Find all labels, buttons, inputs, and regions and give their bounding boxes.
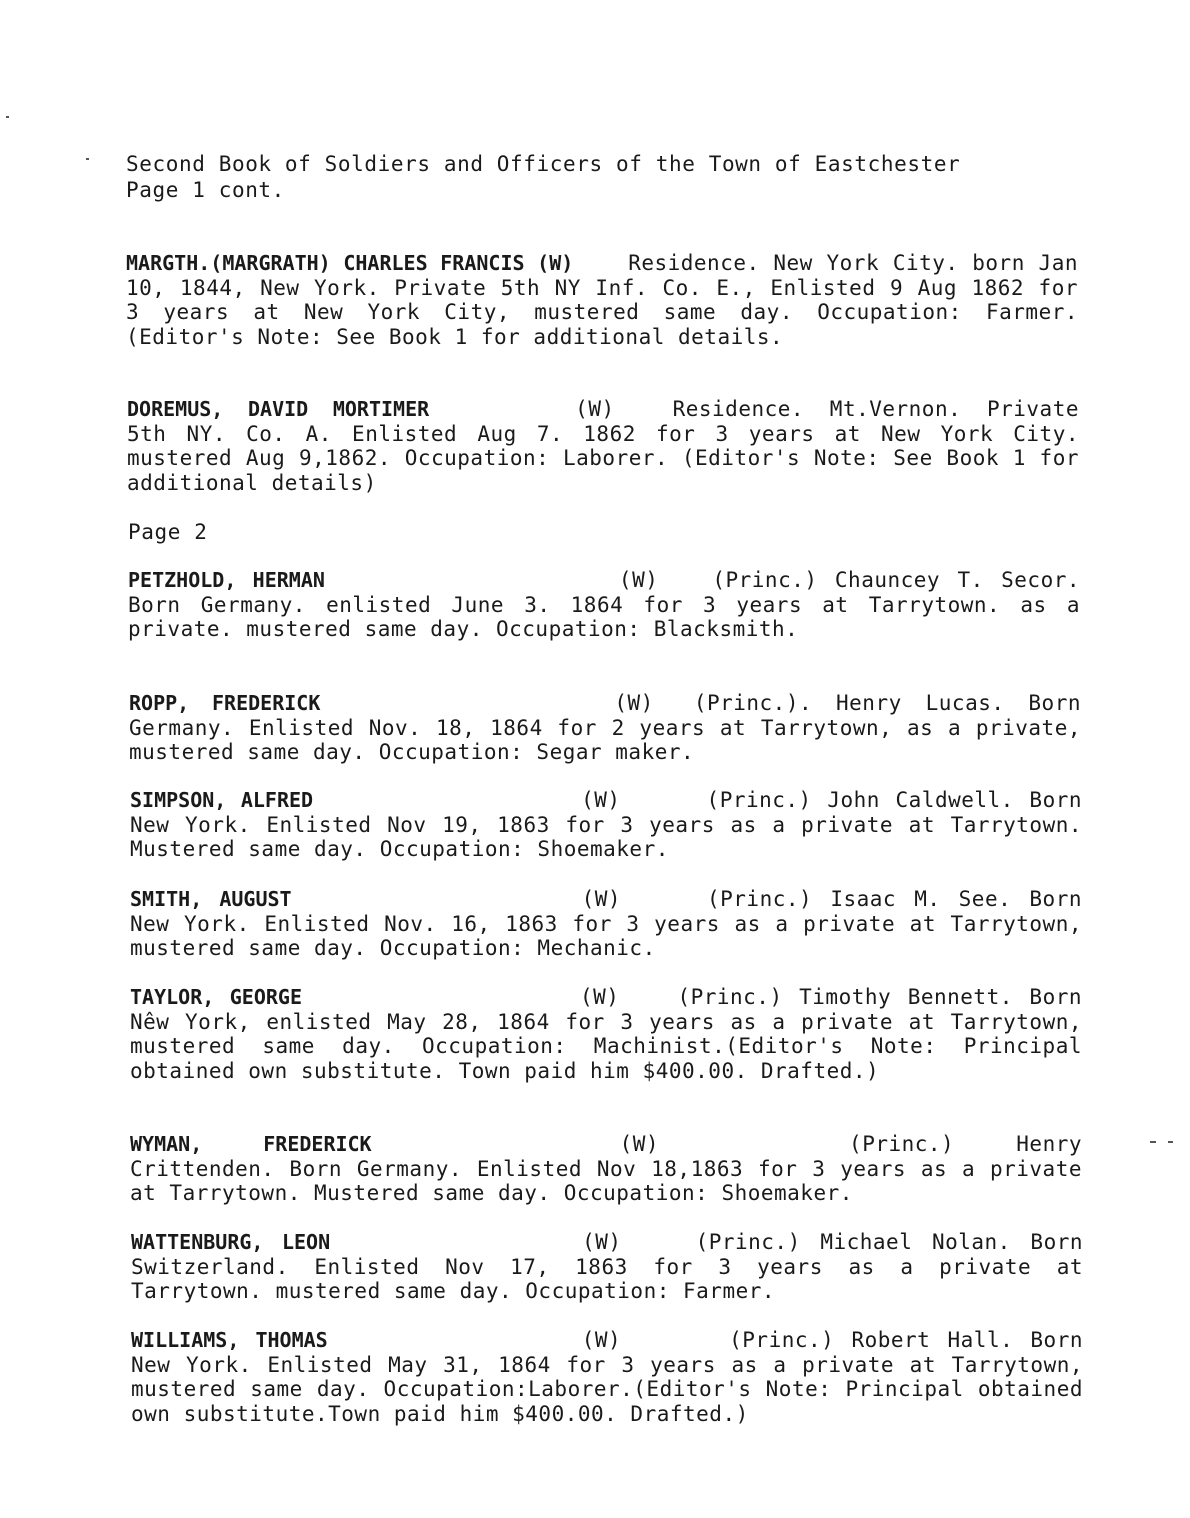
page-number: Page 2 — [128, 520, 208, 544]
soldier-details: (Princ.) Michael Nolan. Born Switzerland. Enlisted Nov 17, 1863 for 3 years as a private at Tarrytown. mustered same day. Occupation: Farmer. — [131, 1230, 1084, 1304]
soldier-details: (Princ.) Henry Crittenden. Born Germany. Enlisted Nov 18,1863 for 3 years as a private at Tarrytown. Mustered same day. Occupation: Shoemaker. — [130, 1132, 1082, 1206]
soldier-entry — [130, 1132, 1082, 1206]
soldier-details: Residence. Mt.Vernon. Private 5th NY. Co. A. Enlisted Aug 7. 1862 for 3 years at New York City. mustered Aug 9,1862. Occupation: Laborer. (Editor's Note: See Book 1 for additional details) — [127, 397, 1079, 495]
soldier-tag: (W) — [581, 1328, 622, 1352]
soldier-details: (Princ.) Isaac M. See. Born New York. Enlisted Nov. 16, 1863 for 3 years as a private at Tarrytown, mustered same day. Occupation: Mechanic. — [130, 887, 1082, 961]
soldier-details: (Princ.) Timothy Bennett. Born Nêw York, enlisted May 28, 1864 for 3 years as a private at Tarrytown, mustered same day. Occupation: Machinist.(Editor's Note: Principal obtained own substitute. Town paid him $400.00. Drafted.) — [130, 985, 1082, 1083]
soldier-details: (Princ.). Henry Lucas. Born Germany. Enlisted Nov. 18, 1864 for 2 years at Tarrytown, as a private, mustered same day. Occupation: Segar maker. — [129, 691, 1081, 765]
soldier-entry — [129, 691, 1081, 765]
scan-speck — [1150, 1141, 1156, 1143]
soldier-entry — [127, 397, 1079, 495]
soldier-name: WYMAN, FREDERICK — [130, 1132, 372, 1156]
soldier-name: SIMPSON, ALFRED — [130, 788, 314, 812]
soldier-tag: (W) — [618, 568, 659, 592]
soldier-name: PETZHOLD, HERMAN — [128, 568, 325, 592]
soldier-name: WILLIAMS, THOMAS — [131, 1328, 328, 1352]
soldier-details: (Princ.) John Caldwell. Born New York. Enlisted Nov 19, 1863 for 3 years as a private at Tarrytown. Mustered same day. Occupation: Shoemaker. — [130, 788, 1082, 862]
soldier-entry — [128, 568, 1080, 642]
soldier-entry — [131, 1230, 1083, 1304]
document-title: Second Book of Soldiers and Officers of the Town of Eastchester — [126, 152, 961, 176]
soldier-tag: (W) — [581, 788, 621, 812]
soldier-details: (Princ.) Robert Hall. Born New York. Enlisted May 31, 1864 for 3 years as a private at Tarrytown, mustered same day. Occupation:Laborer.(Editor's Note: Principal obtained own substitute.Town paid him $400.00. Drafted.) — [131, 1328, 1083, 1426]
soldier-tag: (W) — [580, 985, 620, 1009]
soldier-name: DOREMUS, DAVID MORTIMER — [127, 397, 430, 421]
scan-speck — [86, 158, 89, 160]
soldier-name: TAYLOR, GEORGE — [130, 985, 302, 1009]
soldier-entry — [126, 251, 1078, 349]
soldier-entry — [130, 788, 1082, 862]
soldier-tag: (W) — [619, 1132, 660, 1156]
soldier-name: WATTENBURG, LEON — [131, 1230, 331, 1254]
soldier-tag: (W) — [575, 397, 615, 421]
soldier-entry — [130, 985, 1082, 1083]
soldier-entry — [131, 1328, 1083, 1426]
document-header — [126, 151, 1066, 203]
scan-speck — [6, 116, 9, 118]
soldier-tag: (W) — [614, 691, 654, 715]
soldier-entry — [130, 887, 1082, 961]
soldier-name: ROPP, FREDERICK — [129, 691, 321, 715]
soldier-details: (Princ.) Chauncey T. Secor. Born Germany. enlisted June 3. 1864 for 3 years at Tarrytown. as a private. mustered same day. Occupation: Blacksmith. — [128, 568, 1080, 642]
soldier-details: Residence. New York City. born Jan 10, 1844, New York. Private 5th NY Inf. Co. E., Enlisted 9 Aug 1862 for 3 years at New York City, mustered same day. Occupation: Farmer. (Editor's Note: See Book 1 for additional details. — [126, 251, 1078, 349]
soldier-name: SMITH, AUGUST — [130, 887, 292, 911]
soldier-tag: (W) — [582, 1230, 622, 1254]
soldier-name: MARGTH.(MARGRATH) CHARLES FRANCIS (W) — [126, 251, 574, 275]
scan-speck — [1168, 1141, 1173, 1143]
page-continuation: Page 1 cont. — [126, 178, 285, 202]
soldier-tag: (W) — [581, 887, 621, 911]
